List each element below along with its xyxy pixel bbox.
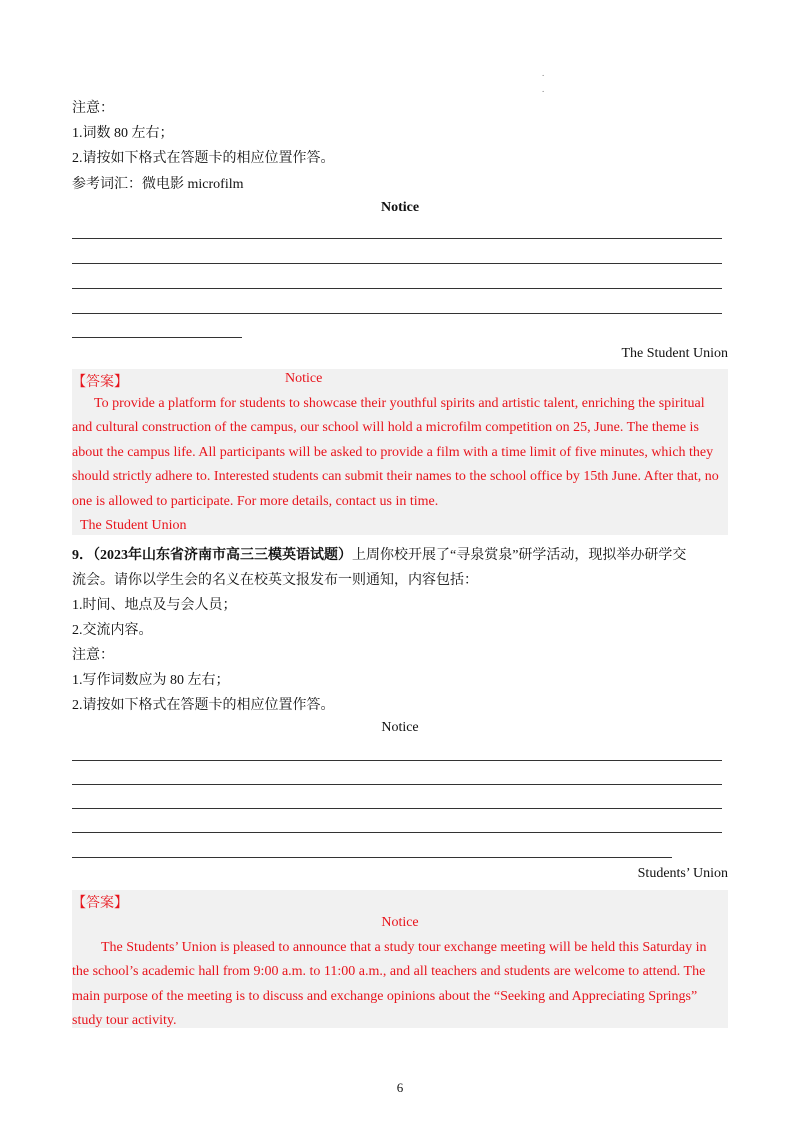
- answer-label: 【答案】: [72, 896, 128, 911]
- answer-line: [72, 263, 722, 264]
- answer-label: 【答案】: [72, 375, 128, 390]
- answer-text-line: To provide a platform for students to showcase their youthful spirits and artistic talent, enriching the spiritual: [94, 396, 705, 411]
- signature: The Student Union: [621, 346, 728, 361]
- answer-line: [72, 760, 722, 761]
- answer-line: [72, 238, 722, 239]
- note-word-count: 1.词数 80 左右；: [72, 126, 174, 141]
- answer-signature: The Student Union: [80, 518, 187, 533]
- notice-heading: Notice: [380, 200, 420, 215]
- note-format: 2.请按如下格式在答题卡的相应位置作答。: [72, 698, 335, 713]
- answer-line: [72, 808, 722, 809]
- content-item: 2.交流内容。: [72, 623, 153, 638]
- question-prompt: 上周你校开展了“寻泉赏泉”研学活动，现拟举办研学交: [352, 548, 687, 563]
- answer-line: [72, 337, 242, 338]
- question-prompt: 流会。请你以学生会的名义在校英文报发布一则通知，内容包括：: [72, 573, 478, 588]
- answer-line: [72, 313, 722, 314]
- answer-text-line: the school’s academic hall from 9:00 a.m. to 11:00 a.m., and all teachers and students are welcome to attend. The: [72, 964, 706, 979]
- answer-text-line: one is allowed to participate. For more details, contact us in time.: [72, 494, 439, 509]
- answer-text-line: should strictly adhere to. Interested students can submit their names to the school office by 15th June. After that, no: [72, 469, 719, 484]
- content-item: 1.时间、地点及与会人员；: [72, 598, 237, 613]
- reference-vocab: 参考词汇：微电影 microfilm: [72, 177, 244, 192]
- note-word-count: 1.写作词数应为 80 左右；: [72, 673, 230, 688]
- question-source: （2023年山东省济南市高三三模英语试题）: [93, 548, 352, 563]
- note-format: 2.请按如下格式在答题卡的相应位置作答。: [72, 151, 335, 166]
- notice-heading: Notice: [381, 720, 419, 735]
- answer-line: [72, 784, 722, 785]
- signature: Students’ Union: [637, 866, 728, 881]
- answer-text-line: The Students’ Union is pleased to announce that a study tour exchange meeting will be held this Saturday in: [101, 940, 707, 955]
- answer-heading: Notice: [381, 915, 419, 930]
- answer-box: [72, 890, 728, 1028]
- answer-text-line: about the campus life. All participants will be asked to provide a film with a time limit of five minutes, which they: [72, 445, 714, 460]
- answer-heading: Notice: [285, 371, 323, 386]
- notes-title: 注意：: [72, 648, 114, 663]
- notes-title: 注意：: [72, 101, 114, 116]
- question-number: 9．: [72, 548, 93, 563]
- answer-line: [72, 857, 672, 858]
- answer-text-line: study tour activity.: [72, 1013, 177, 1028]
- answer-text-line: main purpose of the meeting is to discuss and exchange opinions about the “Seeking and Appreciating Springs”: [72, 989, 698, 1004]
- answer-line: [72, 288, 722, 289]
- page-number: 6: [396, 1080, 404, 1095]
- answer-text-line: and cultural construction of the campus, our school will hold a microfilm competition on 25, June. The theme is: [72, 420, 699, 435]
- header-mark: .: [542, 68, 545, 78]
- answer-line: [72, 832, 722, 833]
- header-mark: .: [542, 84, 545, 94]
